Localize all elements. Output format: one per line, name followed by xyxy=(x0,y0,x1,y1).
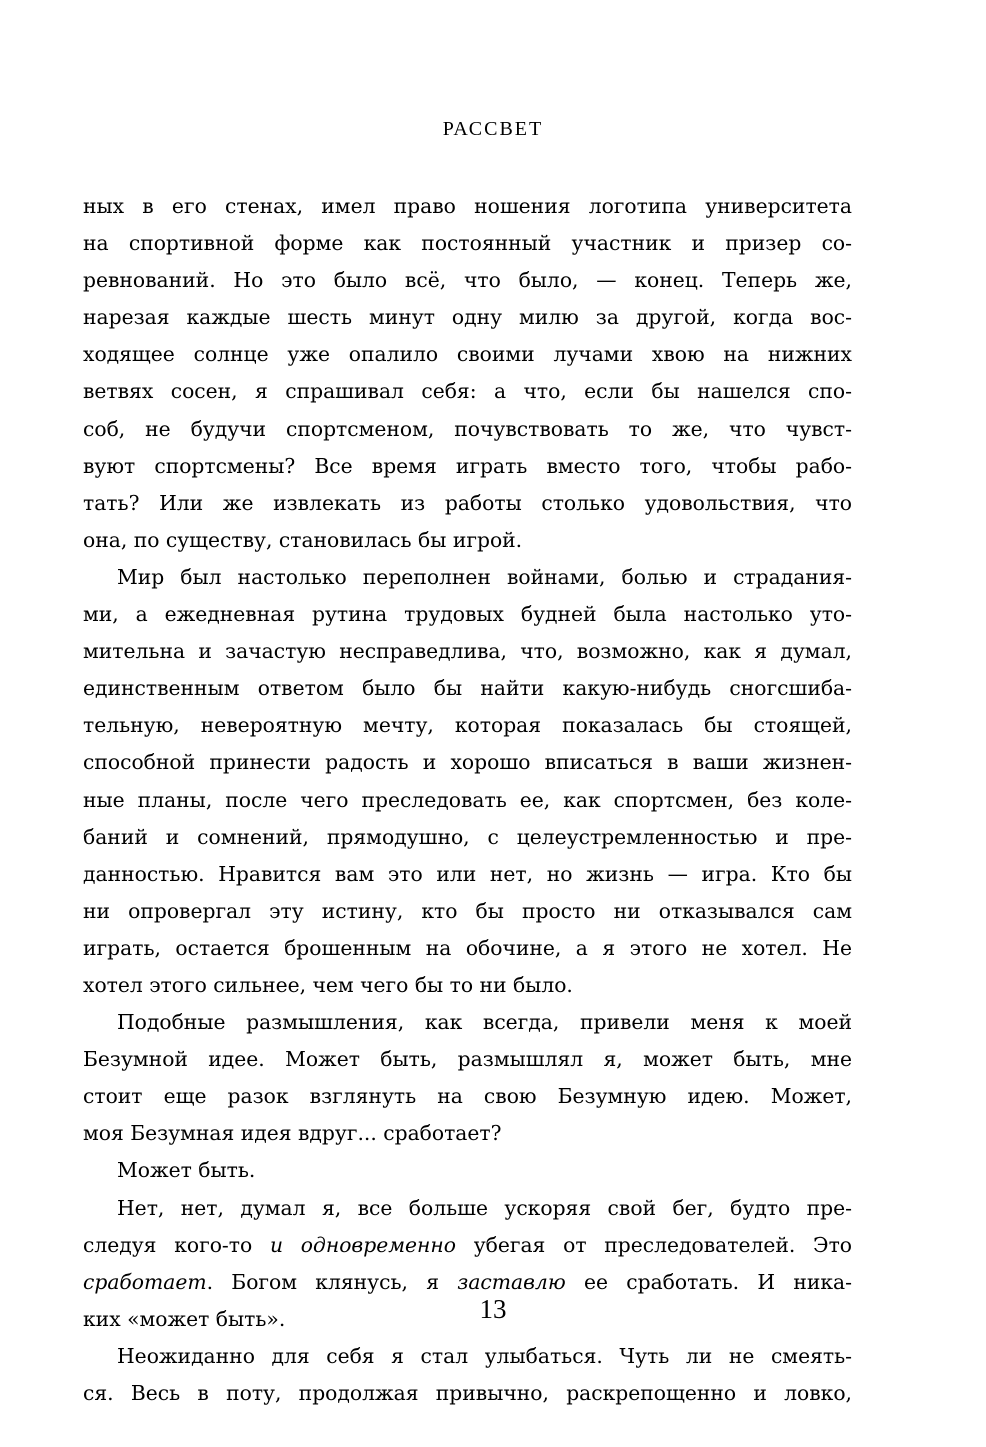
text-line xyxy=(83,707,852,744)
text-segment: моя Безумная идея вдруг... сработает? xyxy=(83,1121,502,1146)
text-segment: Мир был настолько переполнен войнами, болью и страдания- xyxy=(117,564,852,589)
body-text xyxy=(83,188,852,1412)
text-line xyxy=(83,744,852,781)
text-segment: Неожиданно для себя я стал улыбаться. Чуть ли не смеять- xyxy=(117,1343,852,1368)
text-segment: нарезая каждые шесть минут одну милю за другой, когда вос- xyxy=(83,305,852,330)
text-segment: хотел этого сильнее, чем чего бы то ни было. xyxy=(83,972,573,997)
text-segment: . Богом клянусь, я xyxy=(206,1269,458,1294)
text-line xyxy=(83,411,852,448)
text-segment: единственным ответом было бы найти какую-нибудь сногсшиба- xyxy=(83,676,852,701)
text-line xyxy=(83,819,852,856)
text-line xyxy=(83,225,852,262)
text-line xyxy=(83,893,852,930)
text-line xyxy=(83,1375,852,1412)
text-line xyxy=(83,1041,852,1078)
text-segment: ни опровергал эту истину, кто бы просто ни отказывался сам xyxy=(83,898,852,923)
text-segment: стоит еще разок взглянуть на свою Безумную идею. Может, xyxy=(83,1084,852,1109)
text-segment: играть, остается брошенным на обочине, а я этого не хотел. Не xyxy=(83,935,852,960)
text-line xyxy=(83,596,852,633)
text-line xyxy=(83,930,852,967)
text-segment: Может быть. xyxy=(117,1158,256,1183)
text-line xyxy=(83,782,852,819)
text-line xyxy=(83,1227,852,1264)
text-segment: ких «может быть». xyxy=(83,1306,286,1331)
text-segment: ветвях сосен, я спрашивал себя: а что, если бы нашелся спо- xyxy=(83,379,852,404)
text-line xyxy=(83,373,852,410)
running-head: РАССВЕТ xyxy=(442,118,544,140)
text-line xyxy=(83,188,852,225)
text-segment: ных в его стенах, имел право ношения логотипа университета xyxy=(83,194,852,218)
italic-text: и одновременно xyxy=(269,1232,456,1257)
text-line xyxy=(83,522,852,559)
text-segment: баний и сомнений, прямодушно, с целеустремленностью и пре- xyxy=(83,824,852,849)
text-segment: на спортивной форме как постоянный участник и призер со- xyxy=(83,231,852,256)
text-line xyxy=(83,1338,852,1375)
text-segment: вуют спортсмены? Все время играть вместо того, чтобы рабо- xyxy=(83,453,852,478)
text-segment: ные планы, после чего преследовать ее, как спортсмен, без коле- xyxy=(83,787,852,812)
text-segment: она, по существу, становилась бы игрой. xyxy=(83,527,523,552)
text-line xyxy=(83,1190,852,1227)
text-segment: способной принести радость и хорошо вписаться в ваши жизнен- xyxy=(83,750,852,775)
page-number: 13 xyxy=(479,1294,507,1324)
italic-text: сработает xyxy=(83,1269,207,1294)
text-segment: Безумной идее. Может быть, размышлял я, может быть, мне xyxy=(83,1047,852,1072)
text-line xyxy=(83,1115,852,1152)
text-line xyxy=(83,967,852,1004)
text-segment: ходящее солнце уже опалило своими лучами хвою на нижних xyxy=(83,342,852,367)
text-segment: соб, не будучи спортсменом, почувствовать то же, что чувст- xyxy=(83,416,852,441)
text-line xyxy=(83,485,852,522)
text-line xyxy=(83,448,852,485)
text-segment: ся. Весь в поту, продолжая привычно, раскрепощенно и ловко, xyxy=(83,1381,852,1405)
italic-text: заставлю xyxy=(457,1269,566,1294)
text-line xyxy=(83,670,852,707)
text-segment: Подобные размышления, как всегда, привели меня к моей xyxy=(117,1010,852,1035)
text-segment: мительна и зачастую несправедлива, что, возможно, как я думал, xyxy=(83,639,852,664)
text-line xyxy=(83,633,852,670)
text-segment: следуя кого-то xyxy=(83,1232,270,1257)
text-line xyxy=(83,262,852,299)
text-line xyxy=(83,1152,852,1189)
text-line xyxy=(83,856,852,893)
text-segment: ми, а ежедневная рутина трудовых будней была настолько уто- xyxy=(83,602,852,627)
text-line xyxy=(83,1078,852,1115)
text-line xyxy=(83,336,852,373)
text-segment: убегая от преследователей. Это xyxy=(455,1232,853,1257)
text-segment: тать? Или же извлекать из работы столько удовольствия, что xyxy=(83,490,852,515)
text-segment: тельную, невероятную мечту, которая показалась бы стоящей, xyxy=(83,713,852,738)
text-line xyxy=(83,559,852,596)
text-segment: ревнований. Но это было всё, что было, — конец. Теперь же, xyxy=(83,268,852,293)
text-line xyxy=(83,299,852,336)
text-segment: Нет, нет, думал я, все больше ускоряя свой бег, будто пре- xyxy=(117,1195,852,1220)
text-line xyxy=(83,1004,852,1041)
text-segment: данностью. Нравится вам это или нет, но жизнь — игра. Кто бы xyxy=(83,861,852,886)
text-segment: ее сработать. И ника- xyxy=(565,1269,852,1294)
